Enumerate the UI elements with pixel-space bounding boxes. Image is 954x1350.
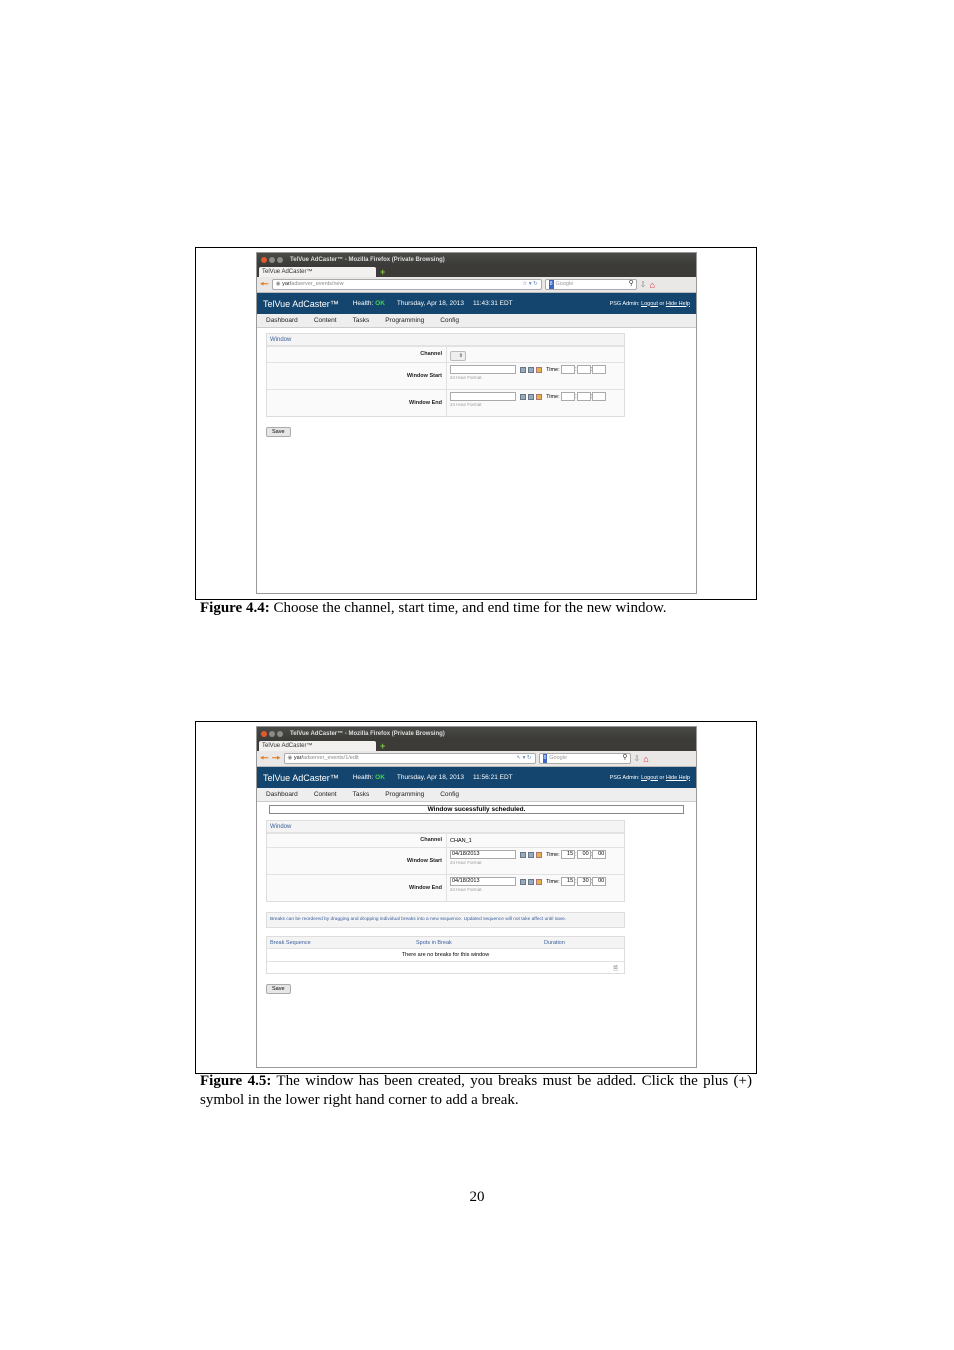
window-form-panel <box>266 820 625 902</box>
new-tab-icon[interactable]: + <box>380 267 386 277</box>
minimize-window-icon[interactable] <box>269 257 275 263</box>
empty-breaks-message: There are no breaks for this window <box>267 949 624 962</box>
header-date: Thursday, Apr 18, 2013 <box>396 300 464 307</box>
url-bar[interactable] <box>284 753 536 764</box>
app-header <box>257 293 696 314</box>
title-bar <box>257 727 696 740</box>
menu-config[interactable]: Config <box>440 317 460 324</box>
nav-bar <box>257 751 696 767</box>
page-content <box>257 328 696 443</box>
end-minute-input[interactable]: 30 <box>577 877 591 886</box>
channel-label: Channel <box>267 347 447 362</box>
close-window-icon[interactable] <box>261 257 267 263</box>
end-second-input[interactable]: 00 <box>592 877 606 886</box>
home-icon[interactable]: ⌂ <box>649 279 655 290</box>
browser-tab[interactable]: TelVue AdCaster™ <box>259 741 376 751</box>
user-name: PSG Admin: <box>609 300 640 307</box>
window-start-label: Window Start <box>267 363 447 389</box>
clear-icon[interactable] <box>536 394 542 400</box>
header-clock: 11:56:21 EDT <box>472 774 513 781</box>
start-second-input[interactable]: 00 <box>592 850 606 859</box>
time-format-hint: 24 Hour Format <box>450 860 482 865</box>
time-label: Time: <box>546 878 560 885</box>
tab-bar <box>257 740 696 751</box>
maximize-window-icon[interactable] <box>277 731 283 737</box>
channel-value: CHAN_1 <box>450 838 472 844</box>
window-title: TelVue AdCaster™ - Mozilla Firefox (Private Browsing) <box>290 256 445 263</box>
page-number: 20 <box>469 1189 485 1205</box>
url-host: yar/ <box>293 755 304 761</box>
window-end-row <box>267 874 624 901</box>
menu-tasks[interactable]: Tasks <box>352 317 370 324</box>
google-icon: 8 <box>543 755 547 761</box>
app-title: TelVue AdCaster™ <box>263 772 339 783</box>
add-break-icon[interactable]: 🗎 <box>613 966 618 972</box>
health-ok: OK <box>375 300 385 307</box>
or-text: or <box>659 300 665 307</box>
url-bar[interactable] <box>272 279 542 290</box>
caption-text: Choose the channel, start time, and end time for the new window. <box>273 600 667 616</box>
window-form-panel <box>266 333 625 417</box>
panel-title: Window <box>267 334 624 346</box>
reload-icon[interactable]: ↖ ▾ ↻ <box>516 755 532 761</box>
menu-config[interactable]: Config <box>440 791 460 798</box>
maximize-window-icon[interactable] <box>277 257 283 263</box>
browser-tab[interactable]: TelVue AdCaster™ <box>259 267 376 277</box>
calendar-icon[interactable] <box>528 367 534 373</box>
calendar-icon[interactable] <box>520 879 526 885</box>
browser-window <box>256 726 697 1068</box>
end-minute-input[interactable] <box>577 392 591 401</box>
browser-window <box>256 252 697 594</box>
success-message: Window sucessfully scheduled. <box>269 805 684 814</box>
minimize-window-icon[interactable] <box>269 731 275 737</box>
main-menu <box>257 314 696 328</box>
header-date: Thursday, Apr 18, 2013 <box>396 774 464 781</box>
hide-help-link[interactable]: Hide Help <box>665 774 690 781</box>
breaks-table-footer <box>267 962 624 973</box>
start-date-input[interactable] <box>450 365 516 374</box>
window-end-label: Window End <box>267 875 447 901</box>
end-date-input[interactable] <box>450 392 516 401</box>
app-header <box>257 767 696 788</box>
health-ok: OK <box>375 774 385 781</box>
search-placeholder: Google <box>555 281 574 287</box>
download-icon[interactable]: ⇩ <box>639 280 647 289</box>
search-placeholder: Google <box>549 755 568 761</box>
user-info <box>610 775 690 781</box>
figure-4-4-frame <box>195 247 757 600</box>
channel-row <box>267 833 624 847</box>
start-second-input[interactable] <box>592 365 606 374</box>
figure-4-4-caption <box>200 599 752 618</box>
clear-icon[interactable] <box>536 852 542 858</box>
logout-link[interactable]: Logout <box>641 300 658 307</box>
channel-select[interactable]: ⇳ <box>450 351 466 361</box>
or-text: or <box>659 774 665 781</box>
user-info <box>610 301 690 307</box>
health-status <box>353 774 385 781</box>
menu-programming[interactable]: Programming <box>385 791 425 798</box>
caption-label: Figure 4.4: <box>200 600 270 616</box>
app-title: TelVue AdCaster™ <box>263 298 339 309</box>
main-menu <box>257 788 696 802</box>
back-arrow-icon[interactable]: 🠔 <box>260 752 269 764</box>
column-duration[interactable]: Duration <box>544 940 565 946</box>
forward-arrow-icon[interactable]: 🠖 <box>271 752 281 764</box>
calendar-icon[interactable] <box>528 852 534 858</box>
calendar-icon[interactable] <box>520 852 526 858</box>
header-clock: 11:43:31 EDT <box>472 300 513 307</box>
figure-4-5-frame <box>195 721 757 1074</box>
home-icon[interactable]: ⌂ <box>643 753 649 764</box>
start-minute-input[interactable]: 00 <box>577 850 591 859</box>
url-path: adserver_events/new <box>291 281 344 287</box>
menu-content[interactable]: Content <box>313 791 337 798</box>
calendar-icon[interactable] <box>528 879 534 885</box>
reorder-help-note: Breaks can be reordered by dragging and dropping individual breaks into a new sequence. Updated sequence will not take affect until save. <box>266 912 625 928</box>
caption-text: The window has been created, you breaks must be added. Click the plus (+) symbol in the lower right hand corner to add a break. <box>200 1073 752 1108</box>
user-name: PSG Admin: <box>609 774 640 781</box>
health-label: Health: <box>352 774 374 781</box>
window-end-label: Window End <box>267 390 447 416</box>
save-button[interactable]: Save <box>266 427 291 437</box>
clear-icon[interactable] <box>536 879 542 885</box>
window-title: TelVue AdCaster™ - Mozilla Firefox (Private Browsing) <box>290 730 445 737</box>
window-start-label: Window Start <box>267 848 447 874</box>
column-break-sequence[interactable]: Break Sequence <box>270 940 311 946</box>
globe-icon: ◉ <box>287 755 293 761</box>
start-date-input[interactable]: 04/18/2013 <box>450 850 516 859</box>
start-hour-input[interactable]: 15 <box>561 850 575 859</box>
start-hour-input[interactable] <box>561 365 575 374</box>
channel-label: Channel <box>267 834 447 847</box>
column-spots-in-break[interactable]: Spots in Break <box>416 940 452 946</box>
breaks-table-header <box>267 937 624 949</box>
time-format-hint: 24 Hour Format <box>450 887 482 892</box>
breaks-table <box>266 936 625 974</box>
channel-row <box>267 346 624 362</box>
title-bar <box>257 253 696 266</box>
download-icon[interactable]: ⇩ <box>633 754 641 763</box>
calendar-icon[interactable] <box>528 394 534 400</box>
time-format-hint: 24 Hour Format <box>450 402 482 407</box>
health-status <box>353 300 385 307</box>
menu-dashboard[interactable]: Dashboard <box>266 317 298 324</box>
new-tab-icon[interactable]: + <box>380 741 386 751</box>
menu-content[interactable]: Content <box>313 317 337 324</box>
end-date-input[interactable]: 04/18/2013 <box>450 877 516 886</box>
clear-icon[interactable] <box>536 367 542 373</box>
calendar-icon[interactable] <box>520 367 526 373</box>
calendar-icon[interactable] <box>520 394 526 400</box>
menu-tasks[interactable]: Tasks <box>352 791 370 798</box>
end-second-input[interactable] <box>592 392 606 401</box>
search-bar[interactable] <box>539 753 631 764</box>
health-label: Health: <box>352 300 374 307</box>
menu-programming[interactable]: Programming <box>385 317 425 324</box>
url-host: yar/ <box>282 281 292 287</box>
caption-label: Figure 4.5: <box>200 1073 272 1089</box>
close-window-icon[interactable] <box>261 731 267 737</box>
globe-icon: ◉ <box>275 281 281 287</box>
hide-help-link[interactable]: Hide Help <box>665 300 690 307</box>
back-arrow-icon[interactable]: 🠔 <box>260 278 269 290</box>
window-start-row <box>267 362 624 389</box>
end-hour-input[interactable]: 15 <box>561 877 575 886</box>
time-label: Time: <box>546 366 560 373</box>
logout-link[interactable]: Logout <box>641 774 658 781</box>
start-minute-input[interactable] <box>577 365 591 374</box>
search-icon[interactable]: ⚲ <box>628 280 634 287</box>
window-start-row <box>267 847 624 874</box>
time-format-hint: 24 Hour Format <box>450 375 482 380</box>
panel-title: Window <box>267 821 624 833</box>
window-end-row <box>267 389 624 416</box>
page-content <box>257 802 696 1000</box>
end-hour-input[interactable] <box>561 392 575 401</box>
tab-bar <box>257 266 696 277</box>
menu-dashboard[interactable]: Dashboard <box>266 791 298 798</box>
url-path: adserver_events/1/edit <box>303 755 359 761</box>
search-icon[interactable]: ⚲ <box>622 754 628 761</box>
reload-icon[interactable]: ☆ ▾ ↻ <box>522 281 538 287</box>
google-icon: 8 <box>549 281 553 287</box>
time-label: Time: <box>546 393 560 400</box>
time-label: Time: <box>546 851 560 858</box>
search-bar[interactable] <box>545 279 637 290</box>
nav-bar <box>257 277 696 293</box>
figure-4-5-caption <box>200 1072 752 1110</box>
save-button[interactable]: Save <box>266 984 291 994</box>
